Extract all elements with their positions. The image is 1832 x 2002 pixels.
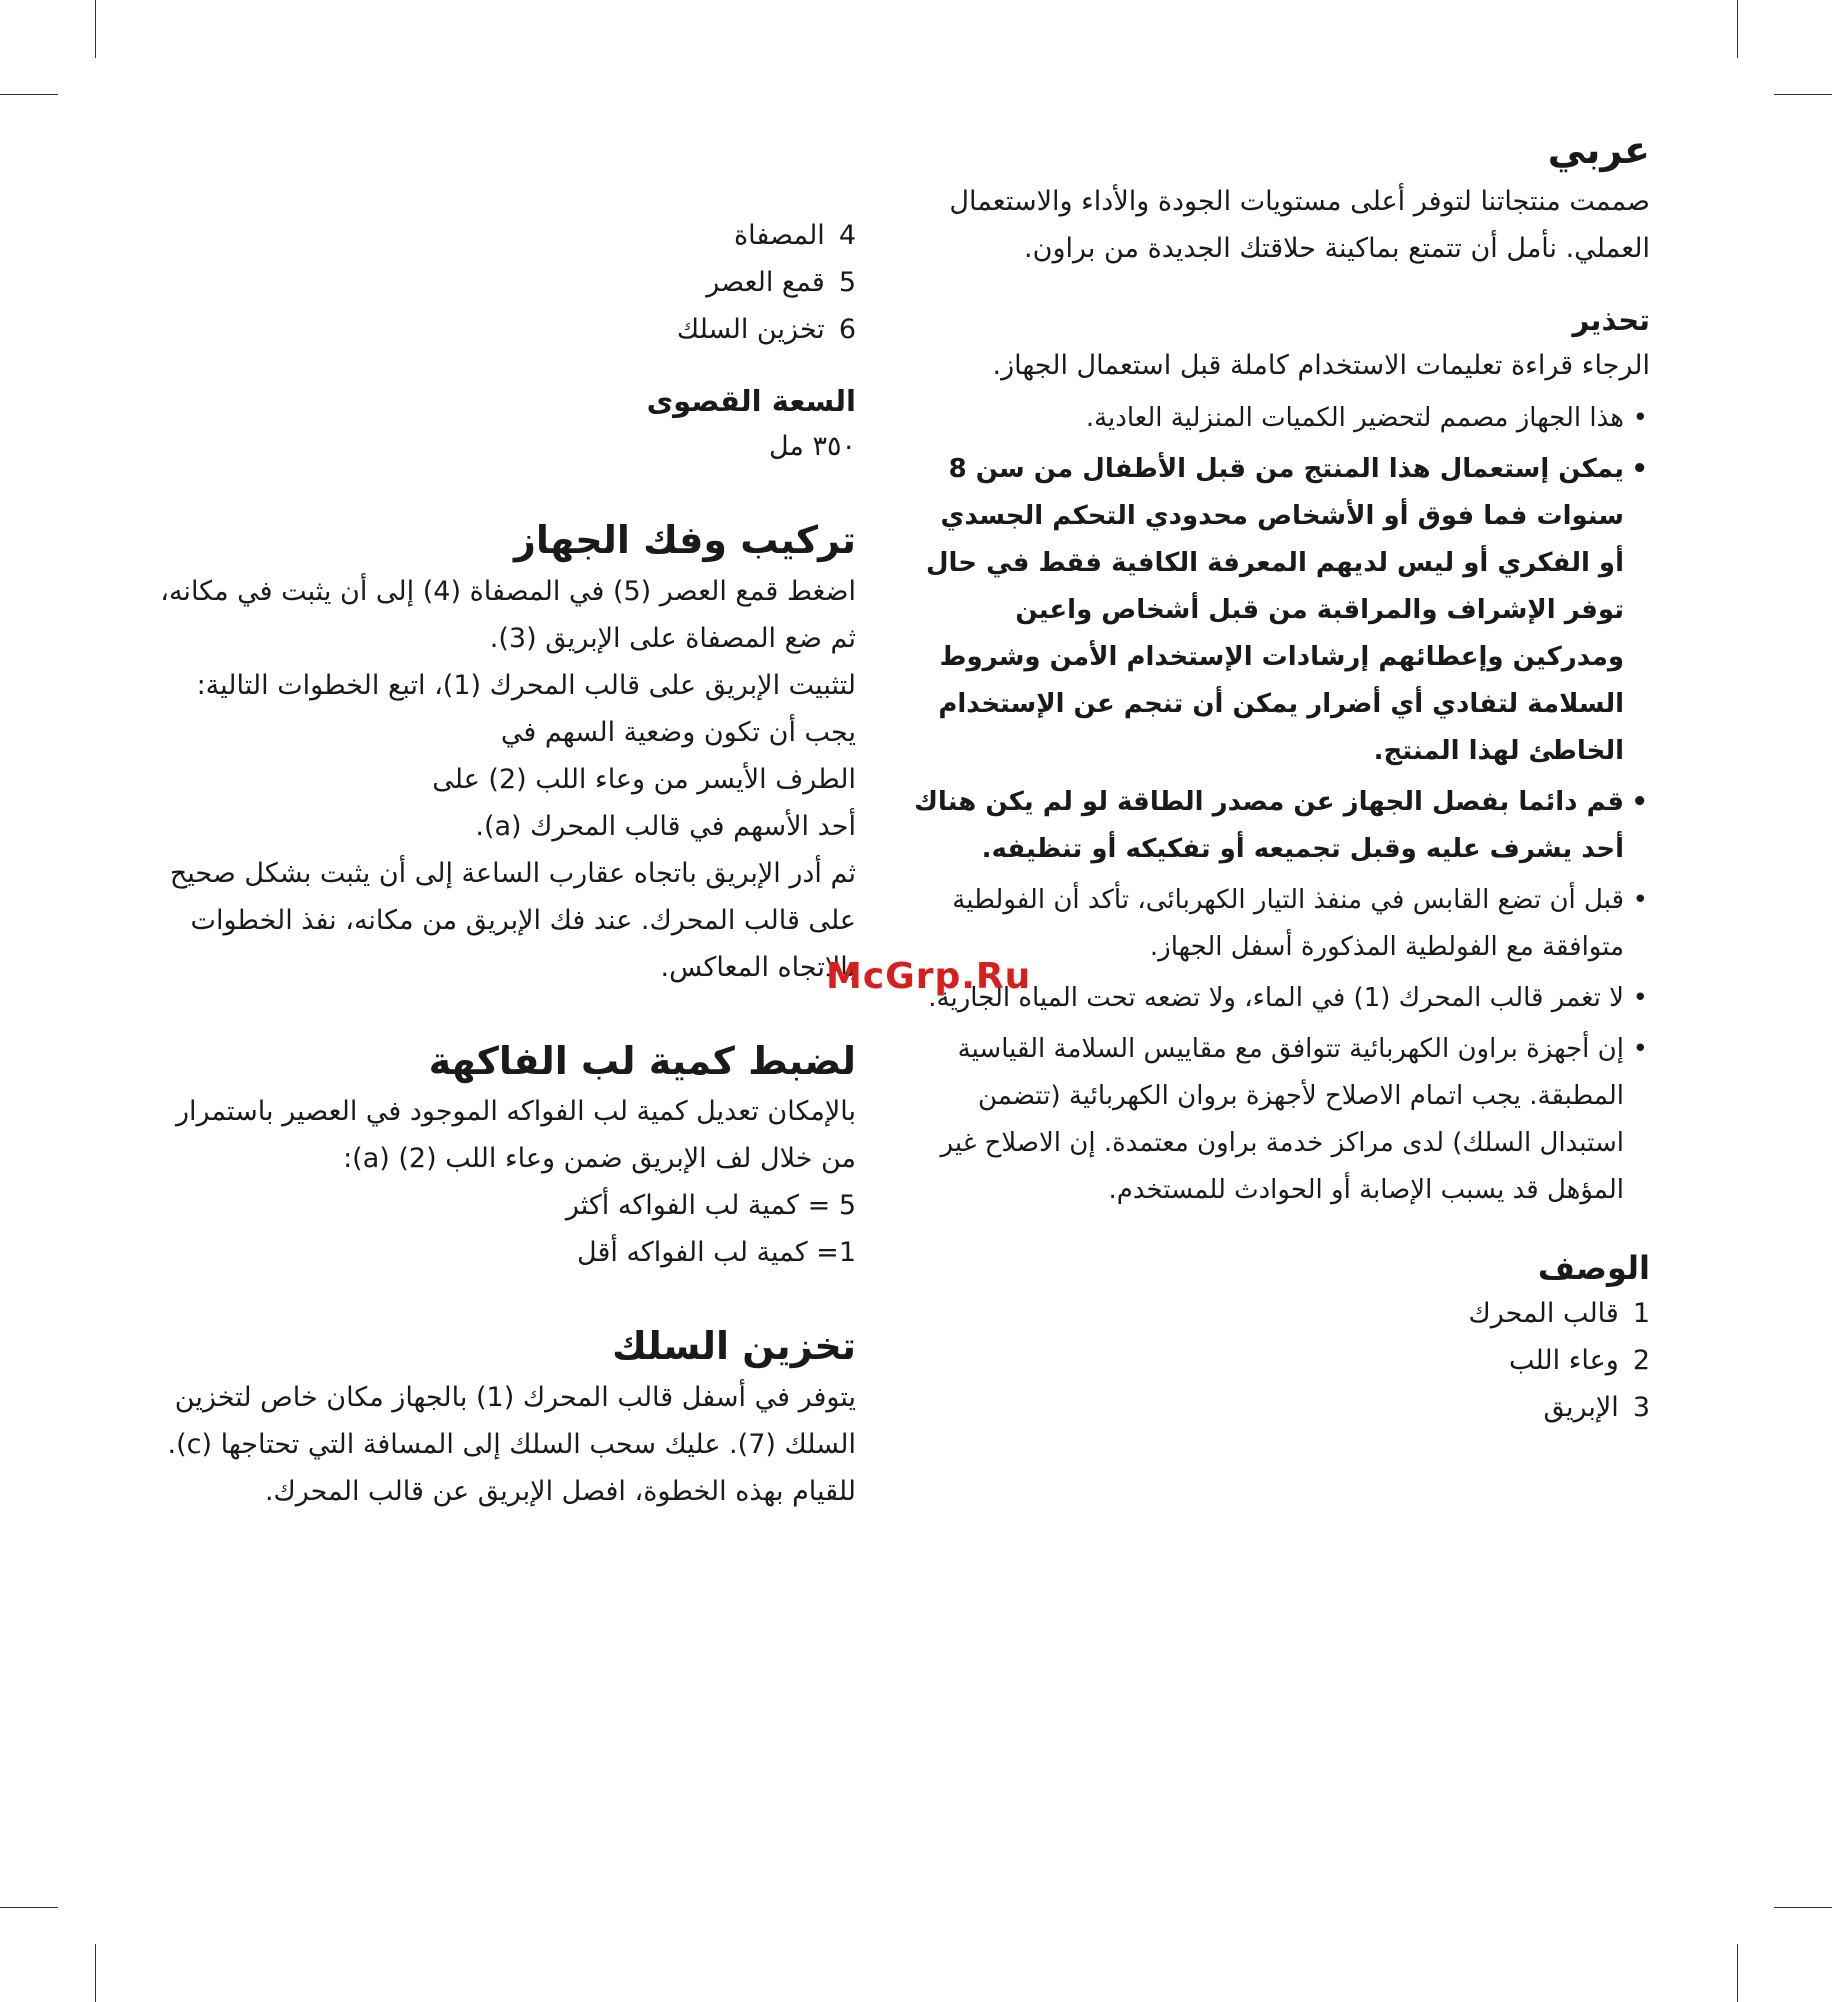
description-item: 4المصفاة <box>734 220 856 251</box>
pulp-more: 5 = كمية لب الفواكه أكثر <box>565 1190 856 1222</box>
crop-mark-right-bottom <box>1774 1907 1832 1908</box>
description-item: 5قمع العصر <box>706 267 856 298</box>
warning-text: الرجاء قراءة تعليمات الاستخدام كاملة قبل استعمال الجهاز. <box>992 349 1650 381</box>
watermark-text: McGrp.Ru <box>826 956 1032 997</box>
crop-mark-bottom-right <box>1737 1944 1738 2002</box>
crop-mark-top-right <box>1737 0 1738 58</box>
warning-item: • يمكن إستعمال هذا المنتج من قبل الأطفال من سن 8 سنوات فما فوق أو الأشخاص محدودي التحكم الجسدي أو الفكري أو ليس لديهم المعرفة الكافية فقط في حال توفر الإشراف والمراقبة من قبل أشخاص واعين ومدركين وإعطائهم إرشادات الإستخدام الأمن وشروط السلامة لتفادي أي أضرار يمكن أن تنجم عن الإستخدام الخاطئ لهذا المنتج. <box>910 446 1624 775</box>
pulp-less: 1= كمية لب الفواكه أقل <box>577 1237 856 1269</box>
description-list-continued <box>156 212 856 353</box>
cord-heading: تخزين السلك <box>612 1324 856 1369</box>
intro-paragraph: صممت منتجاتنا لتوفر أعلى مستويات الجودة والأداء والاستعمال العملي. نأمل أن تتمتع بماكينة حلاقتك الجديدة من براون. <box>949 185 1650 264</box>
warning-item: • قم دائما بفصل الجهاز عن مصدر الطاقة لو لم يكن هناك أحد يشرف عليه وقبل تجميعه أو تفكيكه أو تنظيفه. <box>910 779 1624 873</box>
description-item: 2وعاء اللب <box>1508 1344 1650 1376</box>
warning-item: • هذا الجهاز مصمم لتحضير الكميات المنزلية العادية. <box>910 395 1624 442</box>
capacity-value: ٣٥٠ مل <box>768 431 856 463</box>
crop-mark-right-top <box>1774 94 1832 95</box>
cord-paragraph: يتوفر في أسفل قالب المحرك (1) بالجهاز مكان خاص لتخزين السلك (7). عليك سحب السلك إلى المسافة التي تحتاجها (c). للقيام بهذه الخطوة، افصل الإبريق عن قالب المحرك. <box>167 1382 856 1508</box>
description-item: 3الإبريق <box>1543 1391 1650 1423</box>
description-item: 1قالب المحرك <box>1468 1297 1650 1329</box>
warning-list <box>910 395 1650 1214</box>
warning-item: • لا تغمر قالب المحرك (1) في الماء، ولا تضعه تحت المياه الجارية. <box>910 975 1624 1022</box>
crop-mark-bottom-left <box>95 1944 96 2002</box>
assembly-paragraph: اضغط قمع العصر (5) في المصفاة (4) إلى أن يثبت في مكانه، ثم ضع المصفاة على الإبريق (3). <box>160 575 856 654</box>
assembly-paragraph: لتثبيت الإبريق على قالب المحرك (1)، اتبع الخطوات التالية: <box>196 669 856 701</box>
crop-mark-left-top <box>0 94 58 95</box>
pulp-paragraph: بالإمكان تعديل كمية لب الفواكه الموجود في العصير باستمرار من خلال لف الإبريق ضمن وعاء اللب (2) (a): <box>175 1096 856 1175</box>
crop-mark-top-left <box>95 0 96 58</box>
crop-mark-left-bottom <box>0 1907 58 1908</box>
right-column <box>910 128 1650 1431</box>
assembly-paragraph: يجب أن تكون وضعية السهم في الطرف الأيسر من وعاء اللب (2) على أحد الأسهم في قالب المحرك (a). <box>432 716 856 842</box>
warning-item: • قبل أن تضع القابس في منفذ التيار الكهربائى، تأكد أن الفولطية متوافقة مع الفولطية المذكورة أسفل الجهاز. <box>910 877 1624 971</box>
warning-heading: تحذير <box>1572 302 1650 337</box>
page-title: عربي <box>1547 128 1650 172</box>
capacity-heading: السعة القصوى <box>646 384 856 418</box>
pulp-heading: لضبط كمية لب الفاكهة <box>428 1038 856 1083</box>
assembly-paragraph: ثم أدر الإبريق باتجاه عقارب الساعة إلى أن يثبت بشكل صحيح على قالب المحرك. عند فك الإبريق من مكانه، نفذ الخطوات بالاتجاه المعاكس. <box>169 857 856 983</box>
assembly-heading: تركيب وفك الجهاز <box>514 518 856 563</box>
description-item: 6تخزين السلك <box>676 314 856 345</box>
description-list <box>910 1290 1650 1431</box>
description-heading: الوصف <box>1537 1248 1650 1287</box>
warning-item: • إن أجهزة براون الكهربائية تتوافق مع مقاييس السلامة القياسية المطبقة. يجب اتمام الاصلاح لأجهزة بروان الكهربائية (تتضمن استبدال السلك) لدى مراكز خدمة براون معتمدة. إن الاصلاح غير المؤهل قد يسبب الإصابة أو الحوادث للمستخدم. <box>910 1026 1624 1214</box>
left-column <box>156 212 856 1515</box>
